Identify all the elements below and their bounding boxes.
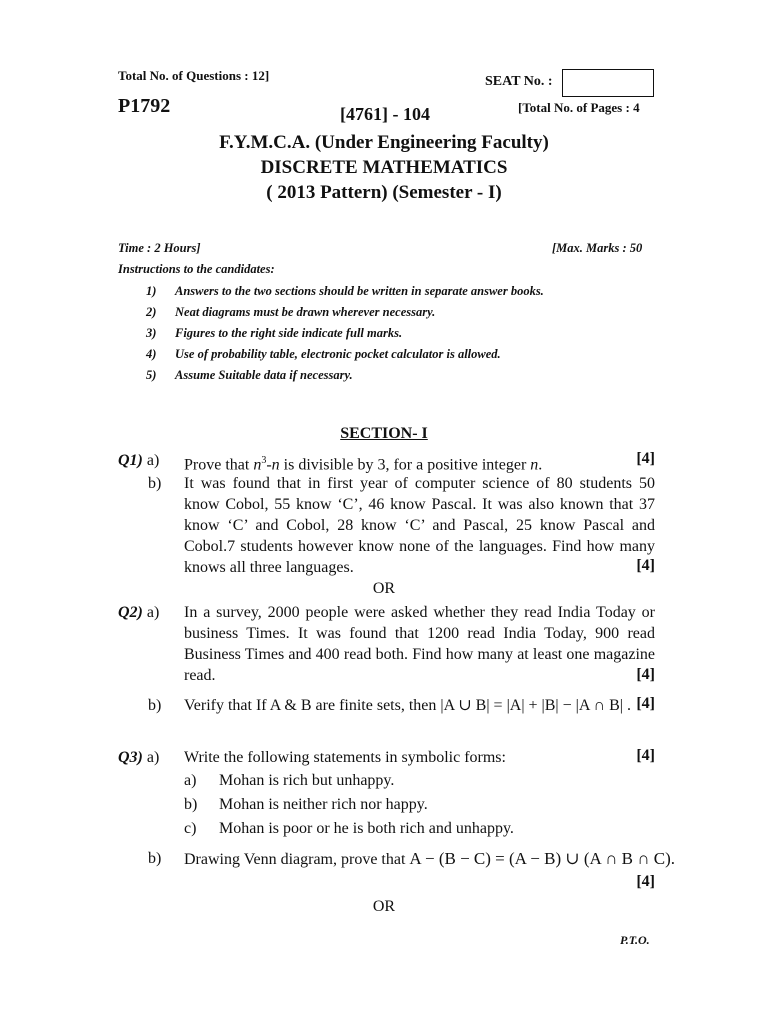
variable-n: n: [530, 456, 539, 474]
question-2: [118, 602, 159, 623]
sub-part-text: Mohan is poor or he is both rich and unhappy.: [219, 820, 514, 837]
q3b-text-part: Drawing Venn diagram, prove that: [184, 851, 410, 868]
sub-part-text: Mohan is rich but unhappy.: [219, 772, 395, 789]
marks: [4]: [636, 747, 655, 764]
seat-label: SEAT No. :: [485, 74, 553, 89]
instruction-text: Neat diagrams must be drawn wherever necessary.: [175, 305, 436, 319]
q1a-text-part: -: [266, 456, 272, 474]
question-number: Q1): [118, 452, 143, 469]
q3b-text: [184, 848, 675, 870]
variable-n: n: [253, 456, 262, 474]
q1a-text-part: is divisible by 3, for a positive integer: [279, 456, 531, 474]
question-part-label: a): [146, 452, 160, 469]
instructions-title: Instructions to the candidates:: [118, 262, 275, 276]
total-questions: Total No. of Questions : 12]: [118, 68, 270, 83]
marks: [4]: [636, 557, 655, 574]
time-label: Time : 2 Hours]: [118, 241, 201, 255]
q3a-text: Write the following statements in symbolic forms:: [184, 749, 506, 766]
instruction-number: 4): [146, 347, 157, 361]
question-3: [118, 747, 159, 768]
instruction-text: Answers to the two sections should be written in separate answer books.: [175, 284, 544, 298]
or-separator: OR: [372, 898, 396, 915]
q2b-text: Verify that If A & B are finite sets, then |A ∪ B| = |A| + |B| − |A ∩ B| .: [184, 697, 631, 714]
sub-part-label: b): [184, 796, 198, 813]
exam-code: [4761] - 104: [340, 104, 430, 124]
pattern-title: ( 2013 Pattern) (Semester - I): [266, 182, 502, 203]
sub-part-text: Mohan is neither rich nor happy.: [219, 796, 428, 813]
question-number: Q2): [118, 604, 143, 621]
question-1: [118, 450, 159, 471]
total-pages: [Total No. of Pages : 4: [518, 100, 640, 115]
course-title: F.Y.M.C.A. (Under Engineering Faculty): [219, 132, 549, 153]
variable-n: n: [271, 456, 280, 474]
question-part-label: b): [148, 697, 162, 714]
paper-code: P1792: [118, 95, 171, 117]
q1a-text: [184, 450, 542, 475]
instruction-text: Use of probability table, electronic pocket calculator is allowed.: [175, 347, 501, 361]
marks: [4]: [636, 666, 655, 683]
instruction-number: 3): [146, 326, 157, 340]
seat-number-box: [562, 69, 654, 97]
sub-part-label: c): [184, 820, 197, 837]
question-number: Q3): [118, 749, 143, 766]
section-title: SECTION- I: [340, 425, 428, 442]
marks: [4]: [636, 873, 655, 890]
instruction-text: Figures to the right side indicate full marks.: [175, 326, 403, 340]
q1a-text-part: .: [538, 456, 543, 474]
q1b-text: It was found that in first year of computer science of 80 students 50 know Cobol, 55 know ‘C’, 46 know Pascal. It was also known that 37 know ‘C’ and Cobol, 28 know ‘C’ and Pascal, 25 know Pascal and Cobol.7 students however know none of the languages. Find how many knows all three languages.: [184, 475, 655, 576]
sub-part-label: a): [184, 772, 197, 789]
marks: [4]: [636, 450, 655, 467]
max-marks: [Max. Marks : 50: [552, 241, 643, 255]
footer-pto: P.T.O.: [620, 933, 650, 947]
question-part-label: a): [146, 604, 160, 621]
question-part-label: a): [146, 749, 160, 766]
question-part-label: b): [148, 850, 162, 867]
or-separator: OR: [372, 580, 396, 597]
subject-title: DISCRETE MATHEMATICS: [260, 157, 508, 178]
marks: [4]: [636, 695, 655, 712]
q2a-text: In a survey, 2000 people were asked whether they read India Today or business Times. It was found that 1200 read India Today, 900 read Business Times and 400 read both. Find how many at least one magazine read.: [184, 604, 655, 684]
q1a-text-part: Prove that: [184, 456, 254, 474]
instruction-text: Assume Suitable data if necessary.: [175, 368, 353, 382]
instruction-number: 2): [146, 305, 157, 319]
instruction-number: 5): [146, 368, 157, 382]
exponent: 3: [261, 455, 267, 466]
instruction-number: 1): [146, 284, 157, 298]
question-part-label: b): [148, 475, 162, 492]
set-formula: A − (B − C) = (A − B) ∪ (A ∩ B ∩ C).: [409, 849, 675, 868]
